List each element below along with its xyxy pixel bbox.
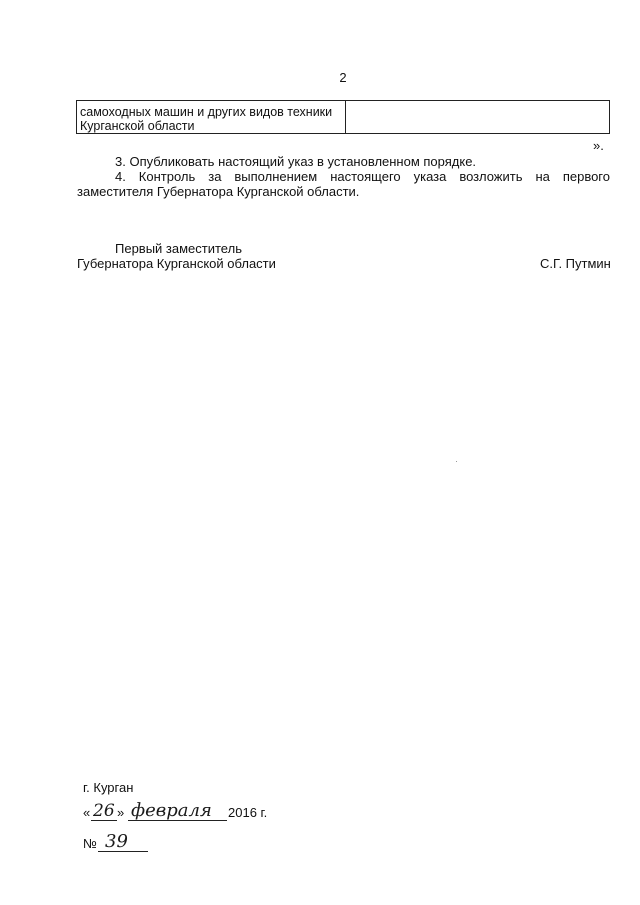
page-number: 2 bbox=[339, 70, 347, 85]
speck bbox=[456, 461, 457, 462]
table-cell-line1: самоходных машин и других видов техники bbox=[80, 105, 333, 119]
item-4-line1: 4. Контроль за выполнением настоящего указа возложить на первого bbox=[115, 169, 610, 184]
date-day-underline bbox=[91, 820, 117, 821]
footer-city: г. Курган bbox=[83, 780, 134, 795]
date-month-underline bbox=[128, 820, 227, 821]
closing-quote: ». bbox=[593, 138, 604, 153]
date-year: 2016 г. bbox=[228, 805, 268, 820]
signature-title-line2: Губернатора Курганской области bbox=[77, 256, 276, 271]
item-3: 3. Опубликовать настоящий указ в установленном порядке. bbox=[115, 154, 477, 169]
table-cell-text bbox=[80, 105, 332, 133]
date-open-quote: « bbox=[83, 805, 91, 820]
date-close-quote: » bbox=[117, 805, 125, 820]
table-fragment bbox=[76, 100, 610, 134]
number-underline bbox=[98, 851, 148, 852]
document-number: 39 bbox=[105, 831, 128, 852]
item-4-line2: заместителя Губернатора Курганской области. bbox=[77, 184, 360, 199]
signatory-name: С.Г. Путмин bbox=[540, 256, 611, 271]
table-column-divider bbox=[345, 101, 346, 133]
date-day: 26 bbox=[93, 801, 115, 821]
signature-title-line1: Первый заместитель bbox=[115, 241, 242, 256]
table-cell-line2: Курганской области bbox=[80, 119, 195, 133]
date-month: февраля bbox=[131, 800, 212, 821]
number-label: № bbox=[83, 836, 97, 851]
